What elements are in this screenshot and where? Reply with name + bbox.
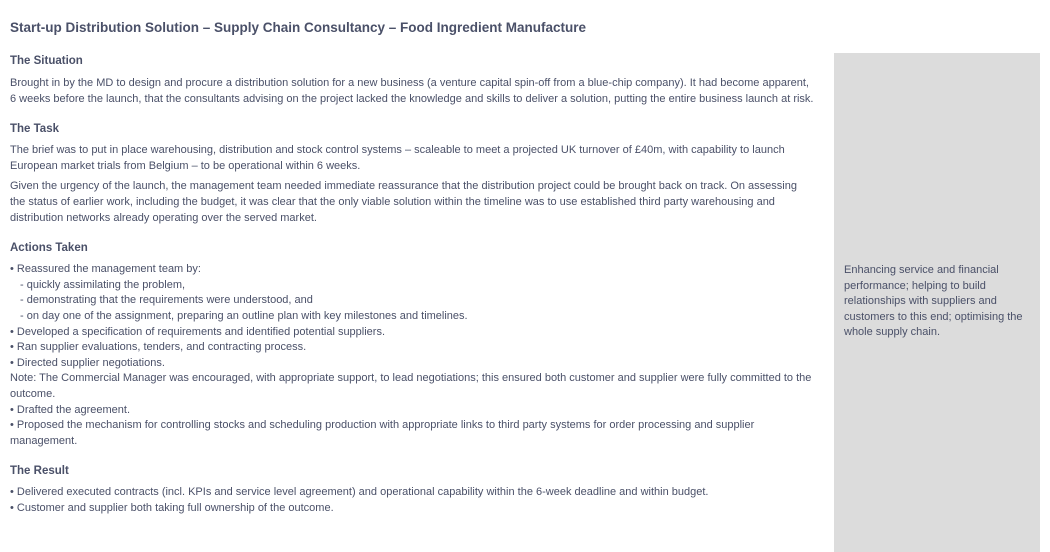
action-note: Note: The Commercial Manager was encouraged, with appropriate support, to lead negotiations; this ensured both customer and supplier were fully committed to the outcome.	[10, 372, 812, 400]
sidebar-text: Enhancing service and financial performance; helping to build relationships with suppliers and customers to this end; optimising the whole supply chain.	[844, 264, 1023, 339]
action-item: • Directed supplier negotiations.	[10, 356, 165, 369]
sidebar-panel	[834, 53, 1040, 552]
action-subitem: - on day one of the assignment, preparing an outline plan with key milestones and timelines.	[20, 309, 468, 322]
result-heading: The Result	[10, 465, 69, 478]
task-paragraph-2: Given the urgency of the launch, the management team needed immediate reassurance that the distribution project could be brought back on track. On assessing the status of earlier work, including the budget, it was clear that the only viable solution within the timeline was to use established third party warehousing and distribution networks already operating over the served market.	[10, 180, 797, 224]
task-heading: The Task	[10, 123, 59, 136]
page-title: Start-up Distribution Solution – Supply Chain Consultancy – Food Ingredient Manufacture	[10, 20, 587, 35]
result-item: • Delivered executed contracts (incl. KPIs and service level agreement) and operational capability within the 6-week deadline and within budget.	[10, 486, 709, 499]
result-item: • Customer and supplier both taking full ownership of the outcome.	[10, 501, 334, 514]
actions-heading: Actions Taken	[10, 242, 88, 255]
main-content	[10, 0, 815, 516]
action-item: • Drafted the agreement.	[10, 403, 131, 416]
action-item: • Reassured the management team by:	[10, 263, 201, 276]
situation-text: Brought in by the MD to design and procure a distribution solution for a new business (a venture capital spin-off from a blue-chip company). It had become apparent, 6 weeks before the launch, that the consultants advising on the project lacked the knowledge and skills to deliver a solution, putting the entire business launch at risk.	[10, 77, 814, 105]
action-item: • Ran supplier evaluations, tenders, and contracting process.	[10, 341, 307, 354]
task-paragraph-1: The brief was to put in place warehousing, distribution and stock control systems – scaleable to meet a projected UK turnover of £40m, with capability to launch European market trials from Belgium – to be operational within 6 weeks.	[10, 144, 785, 172]
action-subitem: - quickly assimilating the problem,	[20, 278, 186, 291]
action-subitem: - demonstrating that the requirements were understood, and	[20, 294, 313, 307]
action-item: • Developed a specification of requirements and identified potential suppliers.	[10, 325, 386, 338]
situation-heading: The Situation	[10, 55, 83, 67]
action-item: • Proposed the mechanism for controlling stocks and scheduling production with appropriate links to third party systems for order processing and supplier management.	[10, 419, 755, 447]
